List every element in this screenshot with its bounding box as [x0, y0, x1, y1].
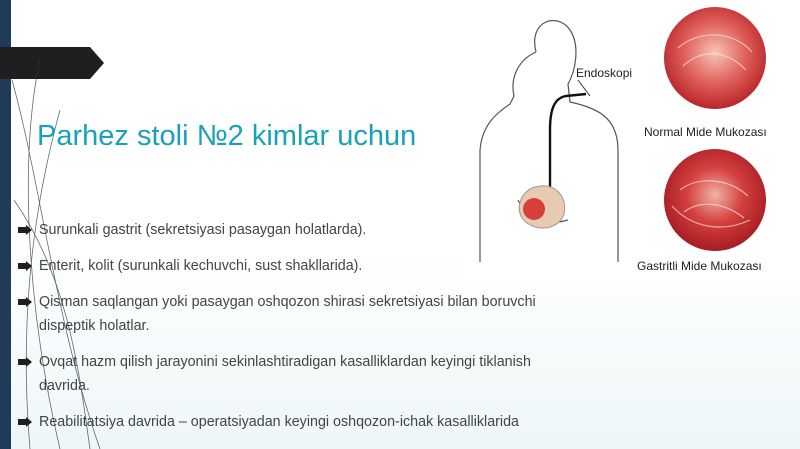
endoscope-label: Endoskopi [576, 66, 633, 80]
bullet-text: Enterit, kolit (surunkali kechuvchi, sust shakllarida). [39, 258, 363, 274]
bullet-item [18, 410, 578, 434]
slide-title: Parhez stoli №2 kimlar uchun [37, 120, 417, 152]
gastritis-mucosa-label: Gastritli Mide Mukozası [637, 259, 762, 273]
bullet-text: Qisman saqlangan yoki pasaygan oshqozon shirasi sekretsiyasi bilan boruvchi dispeptik holatlar. [39, 294, 536, 334]
normal-mucosa-image [664, 7, 766, 109]
arrow-bullet-icon [18, 417, 32, 427]
arrow-bullet-icon [18, 297, 32, 307]
normal-mucosa-label: Normal Mide Mukozası [644, 125, 767, 139]
bullet-text: Surunkali gastrit (sekretsiyasi pasaygan holatlarda). [39, 222, 367, 238]
endoscopy-illustration-graphic [458, 0, 800, 280]
endoscopy-illustration [458, 0, 800, 280]
bullet-item [18, 290, 578, 338]
bullet-text: Reabilitatsiya davrida – operatsiyadan keyingi oshqozon-ichak kasalliklarida [39, 414, 520, 430]
arrow-bullet-icon [18, 261, 32, 271]
slide-tag-shape [0, 47, 104, 79]
bullet-text: Ovqat hazm qilish jarayonini sekinlashtiradigan kasalliklardan keyingi tiklanish davrida. [39, 354, 531, 394]
gastritis-mucosa-image [664, 149, 766, 251]
arrow-bullet-icon [18, 225, 32, 235]
bullet-item [18, 350, 578, 398]
arrow-bullet-icon [18, 357, 32, 367]
